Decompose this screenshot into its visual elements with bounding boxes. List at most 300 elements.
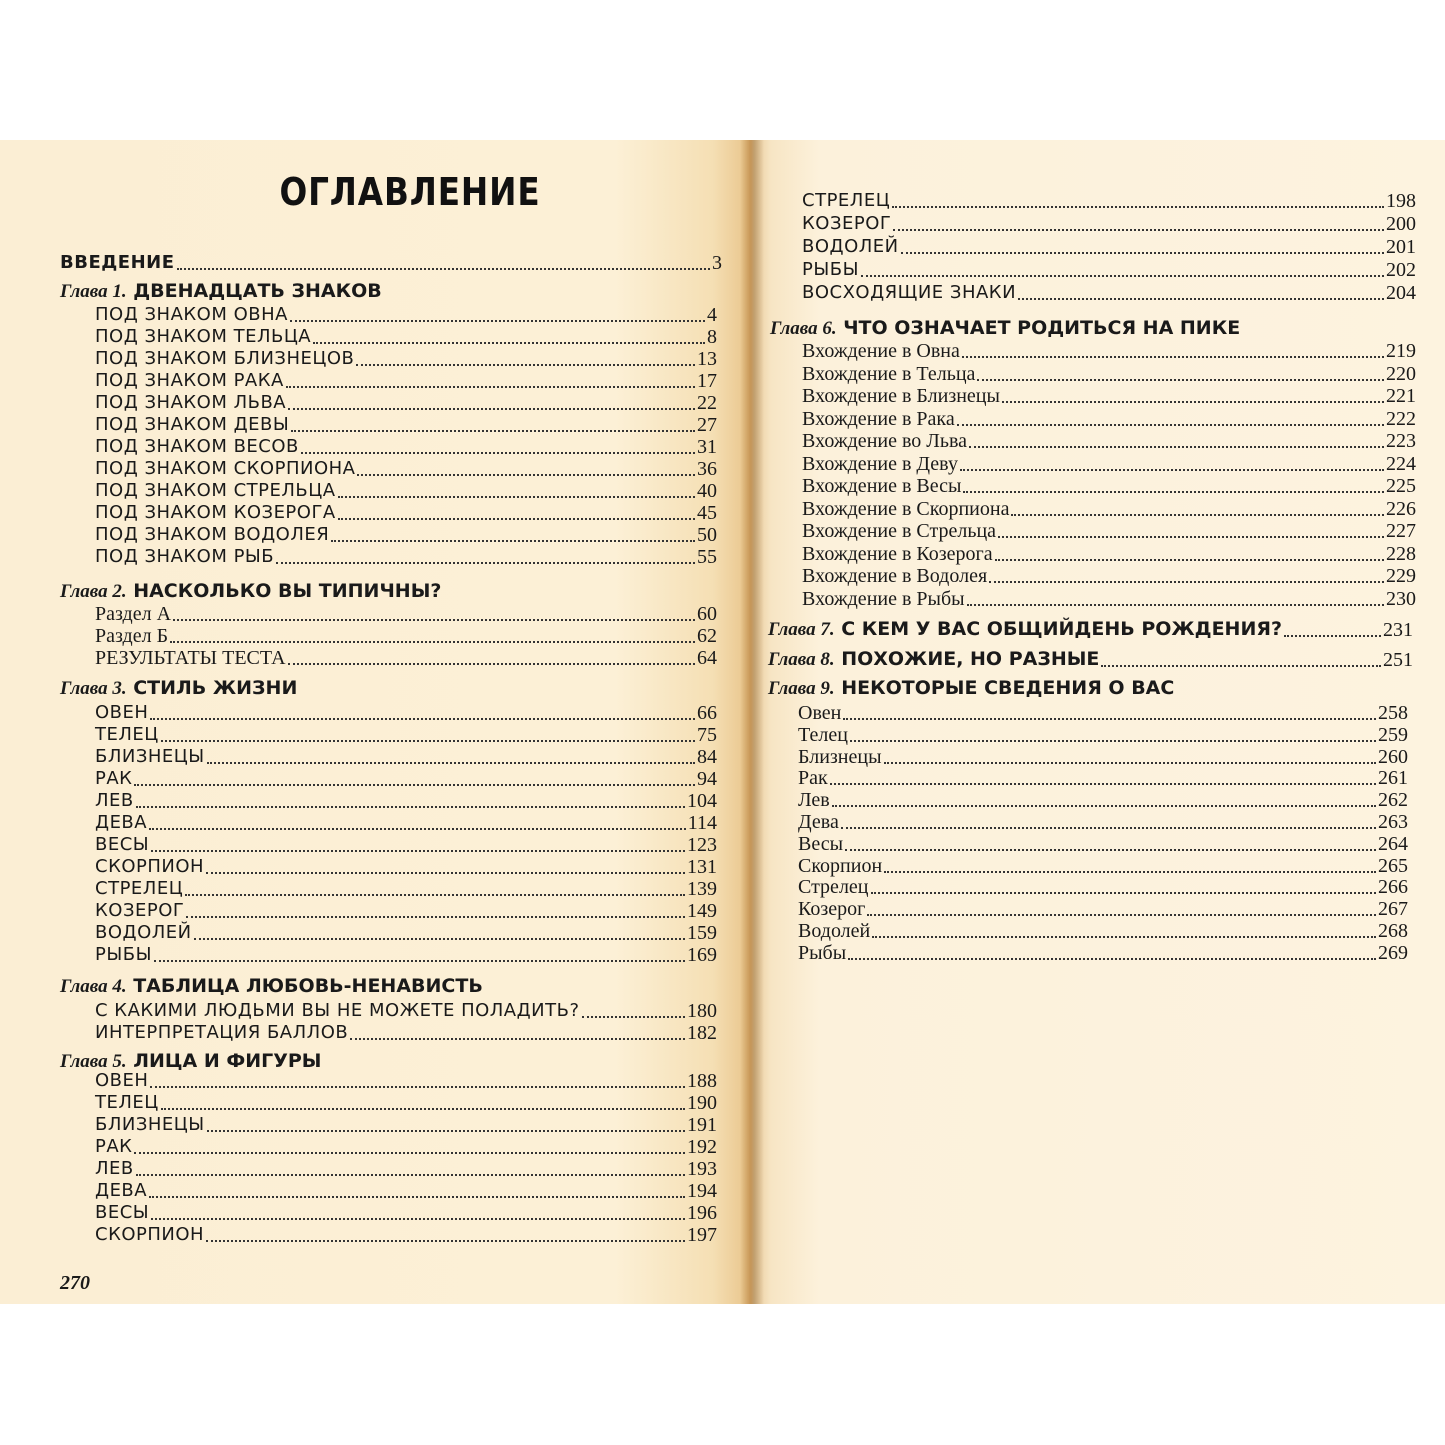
chapter-title: ЛИЦА И ФИГУРЫ — [133, 1050, 322, 1072]
toc-entry-page: 188 — [687, 1070, 717, 1092]
toc-entry — [95, 647, 717, 669]
toc-entry — [802, 363, 1416, 385]
chapter-heading-7 — [768, 618, 1413, 641]
toc-entry-page: 22 — [697, 392, 717, 414]
chapter-title: ТАБЛИЦА ЛЮБОВЬ-НЕНАВИСТЬ — [133, 975, 483, 997]
toc-entry-label: ПОД ЗНАКОМ ТЕЛЬЦА — [95, 326, 312, 347]
dot-leader — [136, 806, 685, 808]
toc-entry-label: ВВЕДЕНИЕ — [60, 252, 175, 273]
toc-entry-label: Дева — [798, 811, 839, 833]
toc-entry-page: 64 — [697, 647, 717, 669]
toc-entry-page: 204 — [1386, 282, 1416, 304]
toc-entry — [802, 498, 1416, 520]
toc-entry-page: 202 — [1386, 259, 1416, 281]
toc-entry-label: ИНТЕРПРЕТАЦИЯ БАЛЛОВ — [95, 1022, 349, 1043]
dot-leader — [151, 1218, 685, 1220]
toc-entry-page: 36 — [697, 458, 717, 480]
toc-entry-page: 225 — [1386, 475, 1416, 497]
toc-entry — [802, 520, 1416, 542]
toc-entry-label: ДЕВА — [95, 812, 148, 833]
dot-leader — [134, 1152, 685, 1154]
toc-entry-page: 231 — [1383, 619, 1413, 641]
toc-entry-page: 228 — [1386, 542, 1416, 565]
toc-entry-label: ТЕЛЕЦ — [95, 1092, 159, 1113]
dot-leader — [582, 1016, 685, 1018]
toc-entry-page: 267 — [1378, 898, 1408, 921]
dot-leader — [963, 491, 1384, 493]
dot-leader — [830, 783, 1376, 785]
toc-entry-label: С КАКИМИ ЛЮДЬМИ ВЫ НЕ МОЖЕТЕ ПОЛАДИТЬ? — [95, 1000, 580, 1021]
toc-entry-label: ЛЕВ — [95, 1158, 134, 1179]
toc-entry — [95, 524, 717, 546]
toc-entry-page: 139 — [687, 878, 717, 900]
toc-entry-label: ПОД ЗНАКОМ РЫБ — [95, 546, 275, 567]
dot-leader — [1018, 298, 1384, 300]
toc-entry — [95, 546, 717, 568]
toc-entry-page: 261 — [1378, 767, 1408, 790]
toc-entry-label: СКОРПИОН — [95, 1224, 205, 1245]
toc-entry — [95, 900, 717, 922]
toc-entry-label: ПОД ЗНАКОМ ВЕСОВ — [95, 436, 299, 457]
toc-entry — [798, 767, 1408, 789]
toc-entry — [95, 603, 717, 625]
toc-entry-label: Вхождение в Деву — [802, 452, 958, 475]
dot-leader — [291, 430, 695, 432]
toc-entry-label: СТРЕЛЕЦ — [95, 878, 184, 899]
toc-entry — [802, 190, 1416, 212]
chapter-label: Глава 1. — [60, 281, 127, 302]
toc-entry-page: 182 — [687, 1022, 717, 1044]
toc-entry-page: 262 — [1378, 789, 1408, 812]
dot-leader — [206, 872, 685, 874]
toc-entry — [798, 898, 1408, 920]
toc-entry-label: БЛИЗНЕЦЫ — [95, 1114, 205, 1135]
toc-entry-page: 66 — [697, 702, 717, 724]
toc-entry — [802, 408, 1416, 430]
toc-entry-label: Вхождение в Рыбы — [802, 587, 965, 610]
toc-entry — [95, 370, 717, 392]
toc-entry-page: 55 — [697, 546, 717, 568]
dot-leader — [288, 408, 695, 410]
chapter-heading-1 — [60, 280, 382, 303]
toc-entry-page: 4 — [707, 304, 717, 326]
toc-entry-page: 194 — [687, 1180, 717, 1202]
toc-entry-page: 62 — [697, 625, 717, 647]
toc-entry — [802, 588, 1416, 610]
toc-entry-page: 200 — [1386, 213, 1416, 235]
toc-entry-page: 229 — [1386, 565, 1416, 587]
toc-entry-label: Вхождение в Тельца — [802, 362, 976, 385]
toc-entry-page: 223 — [1386, 430, 1416, 452]
toc-entry-page: 198 — [1386, 190, 1416, 212]
toc-entry — [95, 922, 717, 944]
dot-leader — [356, 364, 695, 366]
toc-entry-page: 264 — [1378, 832, 1408, 855]
toc-entry-page: 17 — [697, 370, 717, 392]
toc-entry-page: 169 — [687, 944, 717, 966]
toc-entry-label: ПОД ЗНАКОМ КОЗЕРОГА — [95, 502, 336, 523]
toc-entry — [802, 385, 1416, 407]
toc-entry — [95, 436, 717, 458]
dot-leader — [149, 1196, 685, 1198]
toc-entry — [95, 502, 717, 524]
toc-entry-page: 260 — [1378, 745, 1408, 768]
dot-leader — [185, 894, 685, 896]
toc-entry-label: Вхождение в Рака — [802, 407, 955, 430]
chapter-heading-text — [768, 648, 1099, 671]
dot-leader — [136, 1174, 685, 1176]
toc-entry-label: Вхождение в Скорпиона — [802, 497, 1010, 520]
toc-entry-label: Раздел А — [95, 603, 172, 625]
chapter-heading-4 — [60, 975, 483, 998]
toc-entry — [95, 625, 717, 647]
toc-entry-label: КОЗЕРОГ — [802, 213, 892, 234]
toc-entry-label: РЕЗУЛЬТАТЫ ТЕСТА — [95, 647, 286, 669]
dot-leader — [207, 762, 695, 764]
dot-leader — [960, 469, 1384, 471]
toc-entry-label: Весы — [798, 832, 844, 855]
toc-entry-page: 190 — [687, 1092, 717, 1114]
dot-leader — [151, 850, 685, 852]
toc-entry — [95, 944, 717, 966]
toc-entry-label: Скорпион — [798, 854, 883, 877]
dot-leader — [150, 1086, 685, 1088]
toc-entry-page: 263 — [1378, 811, 1408, 833]
chapter-title: ЧТО ОЗНАЧАЕТ РОДИТЬСЯ НА ПИКЕ — [843, 317, 1241, 339]
toc-entry-label: ПОД ЗНАКОМ СТРЕЛЬЦА — [95, 480, 336, 501]
dot-leader — [969, 446, 1384, 448]
toc-entry-page: 259 — [1378, 723, 1408, 746]
chapter-label: Глава 4. — [60, 976, 127, 997]
toc-entry — [802, 340, 1416, 362]
toc-entry — [798, 746, 1408, 768]
chapter-title: НЕКОТОРЫЕ СВЕДЕНИЯ О ВАС — [841, 677, 1175, 699]
toc-entry-label: КОЗЕРОГ — [95, 900, 185, 921]
dot-leader — [149, 828, 686, 830]
toc-entry-label: ВЕСЫ — [95, 1202, 150, 1223]
toc-entry-label: Рак — [798, 767, 828, 790]
toc-entry — [95, 768, 717, 790]
toc-entry — [95, 1114, 717, 1136]
toc-entry-label: Овен — [798, 702, 842, 724]
dot-leader — [843, 718, 1376, 720]
toc-entry-page: 221 — [1386, 385, 1416, 407]
dot-leader — [845, 849, 1376, 851]
toc-entry — [802, 213, 1416, 235]
dot-leader — [331, 540, 695, 542]
dot-leader — [290, 320, 705, 322]
toc-entry — [798, 855, 1408, 877]
dot-leader — [161, 740, 695, 742]
dot-leader — [161, 1108, 685, 1110]
toc-entry-label: СТРЕЛЕЦ — [802, 190, 891, 211]
dot-leader — [276, 562, 695, 564]
chapter-label: Глава 9. — [768, 678, 835, 699]
dot-leader — [967, 604, 1384, 606]
toc-entry-page: 149 — [687, 900, 717, 922]
toc-entry-page: 230 — [1386, 587, 1416, 610]
toc-entry-page: 8 — [707, 326, 717, 348]
dot-leader — [1284, 635, 1381, 637]
toc-entry-page: 201 — [1386, 236, 1416, 258]
toc-entry-label: ПОД ЗНАКОМ ВОДОЛЕЯ — [95, 524, 330, 545]
toc-entry-label: ПОД ЗНАКОМ ДЕВЫ — [95, 414, 290, 435]
toc-entry — [798, 724, 1408, 746]
dot-leader — [850, 740, 1376, 742]
toc-entry-page: 265 — [1378, 854, 1408, 877]
toc-entry-page: 268 — [1378, 920, 1408, 942]
dot-leader — [861, 275, 1384, 277]
toc-entry — [95, 1000, 717, 1022]
chapter-label: Глава 6. — [770, 318, 837, 339]
chapter-heading-9 — [768, 677, 1174, 700]
toc-entry — [95, 812, 717, 834]
dot-leader — [286, 386, 695, 388]
toc-entry-label: Вхождение в Весы — [802, 475, 962, 497]
toc-entry-label: Вхождение в Козерога — [802, 542, 993, 565]
dot-leader — [995, 559, 1384, 561]
chapter-label: Глава 5. — [60, 1051, 127, 1072]
toc-entry — [802, 259, 1416, 281]
dot-leader — [841, 827, 1376, 829]
toc-entry-label: БЛИЗНЕЦЫ — [95, 746, 205, 767]
toc-entry-label: Стрелец — [798, 876, 869, 899]
toc-entry-label: РЫБЫ — [95, 944, 152, 965]
dot-leader — [1011, 514, 1384, 516]
toc-entry — [95, 458, 717, 480]
toc-title: ОГЛАВЛЕНИЕ — [279, 170, 541, 214]
chapter-label: Глава 2. — [60, 581, 127, 602]
dot-leader — [207, 1130, 685, 1132]
toc-entry — [95, 1070, 717, 1092]
chapter-heading-8 — [768, 648, 1413, 671]
chapter-title: ДВЕНАДЦАТЬ ЗНАКОВ — [133, 280, 382, 302]
toc-entry-page: 60 — [697, 603, 717, 625]
toc-entry — [798, 702, 1408, 724]
dot-leader — [901, 252, 1384, 254]
dot-leader — [150, 718, 695, 720]
dot-leader — [301, 452, 695, 454]
right-page — [750, 140, 1445, 1304]
dot-leader — [357, 474, 695, 476]
toc-entry-page: 266 — [1378, 876, 1408, 899]
chapter-label: Глава 8. — [768, 649, 835, 670]
chapter-heading-3 — [60, 677, 297, 700]
toc-entry-label: Рыбы — [798, 941, 847, 964]
toc-entry-label: РАК — [95, 1136, 133, 1157]
toc-entry-page: 180 — [687, 1000, 717, 1022]
toc-entry — [798, 789, 1408, 811]
dot-leader — [154, 960, 685, 962]
toc-entry-label: Вхождение в Водолея — [802, 565, 988, 587]
dot-leader — [977, 379, 1384, 381]
toc-entry-page: 251 — [1383, 649, 1413, 671]
toc-entry — [95, 1136, 717, 1158]
toc-entry — [802, 453, 1416, 475]
toc-entry-page: 131 — [687, 856, 717, 878]
dot-leader — [186, 916, 685, 918]
dot-leader — [206, 1240, 685, 1242]
toc-entry — [802, 543, 1416, 565]
toc-entry — [95, 746, 717, 768]
toc-entry-page: 258 — [1378, 702, 1408, 724]
toc-entry-label: ОВЕН — [95, 702, 149, 723]
toc-entry-label: Телец — [798, 723, 848, 746]
toc-entry-page: 75 — [697, 724, 717, 746]
chapter-label: Глава 7. — [768, 619, 835, 640]
toc-entry — [95, 414, 717, 436]
toc-entry — [95, 790, 717, 812]
toc-entry-page: 84 — [697, 746, 717, 768]
dot-leader — [867, 914, 1376, 916]
toc-entry-page: 191 — [687, 1114, 717, 1136]
toc-entry — [95, 702, 717, 724]
toc-entry — [95, 1158, 717, 1180]
dot-leader — [1002, 401, 1384, 403]
toc-entry-label: Вхождение во Льва — [802, 430, 968, 452]
dot-leader — [884, 762, 1376, 764]
toc-entry-label: ПОД ЗНАКОМ РАКА — [95, 370, 284, 391]
toc-entry-page: 192 — [687, 1136, 717, 1158]
dot-leader — [177, 268, 711, 270]
toc-entry-intro — [60, 252, 722, 274]
book-spread — [0, 140, 1445, 1304]
toc-entry-label: Лев — [798, 789, 830, 812]
dot-leader — [962, 356, 1384, 358]
toc-entry-page: 27 — [697, 414, 717, 436]
toc-entry-page: 40 — [697, 480, 717, 502]
chapter-heading-text — [768, 618, 1282, 641]
toc-entry — [802, 475, 1416, 497]
toc-entry-page: 197 — [687, 1224, 717, 1246]
toc-entry — [95, 724, 717, 746]
toc-entry — [95, 392, 717, 414]
dot-leader — [338, 518, 695, 520]
toc-entry-label: СКОРПИОН — [95, 856, 205, 877]
toc-entry-label: ПОД ЗНАКОМ СКОРПИОНА — [95, 458, 356, 479]
toc-entry — [802, 430, 1416, 452]
toc-entry-page: 196 — [687, 1202, 717, 1224]
toc-entry-label: ВЕСЫ — [95, 834, 150, 855]
dot-leader — [194, 938, 685, 940]
toc-entry-label: ПОД ЗНАКОМ ОВНА — [95, 304, 288, 325]
chapter-title: СТИЛЬ ЖИЗНИ — [133, 677, 298, 699]
dot-leader — [893, 229, 1384, 231]
toc-entry — [798, 833, 1408, 855]
toc-entry — [95, 1180, 717, 1202]
toc-entry-page: 269 — [1378, 941, 1408, 964]
toc-entry-label: Близнецы — [798, 745, 882, 768]
toc-entry-page: 193 — [687, 1158, 717, 1180]
dot-leader — [872, 936, 1376, 938]
toc-entry-page: 219 — [1386, 340, 1416, 362]
page-number-left: 270 — [60, 1272, 90, 1294]
toc-entry — [95, 1022, 717, 1044]
dot-leader — [892, 206, 1384, 208]
dot-leader — [848, 958, 1376, 960]
toc-entry-label: ТЕЛЕЦ — [95, 724, 159, 745]
toc-entry-label: ДЕВА — [95, 1180, 148, 1201]
toc-entry — [95, 1224, 717, 1246]
toc-entry — [802, 282, 1416, 304]
toc-entry-page: 94 — [697, 768, 717, 790]
dot-leader — [884, 871, 1376, 873]
left-page — [0, 140, 750, 1304]
dot-leader — [338, 496, 695, 498]
toc-entry-label: РЫБЫ — [802, 259, 859, 280]
toc-entry-label: РАК — [95, 768, 133, 789]
dot-leader — [134, 784, 695, 786]
toc-entry-page: 222 — [1386, 407, 1416, 430]
dot-leader — [173, 619, 695, 621]
chapter-title: ПОХОЖИЕ, НО РАЗНЫЕ — [841, 648, 1100, 670]
toc-entry — [95, 878, 717, 900]
dot-leader — [998, 536, 1384, 538]
toc-entry — [95, 834, 717, 856]
dot-leader — [288, 663, 695, 665]
toc-entry-label: ВОСХОДЯЩИЕ ЗНАКИ — [802, 282, 1017, 303]
toc-entry-label: ПОД ЗНАКОМ БЛИЗНЕЦОВ — [95, 348, 355, 369]
toc-entry-page: 224 — [1386, 452, 1416, 475]
chapter-title: С КЕМ У ВАС ОБЩИЙДЕНЬ РОЖДЕНИЯ? — [841, 618, 1283, 640]
toc-entry — [798, 942, 1408, 964]
toc-entry — [95, 856, 717, 878]
chapter-label: Глава 3. — [60, 678, 127, 699]
toc-entry-page: 227 — [1386, 520, 1416, 542]
toc-entry-page: 13 — [697, 348, 717, 370]
chapter-heading-6 — [770, 317, 1240, 340]
dot-leader — [957, 424, 1384, 426]
dot-leader — [1101, 665, 1381, 667]
toc-entry — [95, 326, 717, 348]
toc-entry-label: Водолей — [798, 920, 871, 942]
toc-entry — [95, 1202, 717, 1224]
book-gutter-shadow — [740, 140, 764, 1304]
toc-entry-label: Вхождение в Близнецы — [802, 385, 1000, 407]
dot-leader — [871, 892, 1377, 894]
toc-entry-label: Раздел Б — [95, 625, 169, 647]
toc-entry-label: ВОДОЛЕЙ — [95, 922, 192, 943]
dot-leader — [350, 1038, 685, 1040]
dot-leader — [832, 805, 1376, 807]
toc-entry-page: 3 — [712, 252, 722, 274]
toc-entry-page: 123 — [687, 834, 717, 856]
toc-entry — [798, 811, 1408, 833]
dot-leader — [313, 342, 705, 344]
toc-entry-page: 114 — [687, 812, 717, 834]
chapter-title: НАСКОЛЬКО ВЫ ТИПИЧНЫ? — [133, 580, 442, 602]
toc-entry — [95, 348, 717, 370]
toc-entry-page: 226 — [1386, 497, 1416, 520]
toc-entry-page: 31 — [697, 436, 717, 458]
toc-entry-page: 220 — [1386, 362, 1416, 385]
toc-entry — [802, 236, 1416, 258]
toc-entry-page: 159 — [687, 922, 717, 944]
chapter-heading-2 — [60, 580, 441, 603]
toc-entry — [95, 304, 717, 326]
toc-entry-label: ЛЕВ — [95, 790, 134, 811]
toc-entry — [802, 565, 1416, 587]
toc-entry — [95, 1092, 717, 1114]
toc-entry-page: 45 — [697, 502, 717, 524]
toc-entry-page: 50 — [697, 524, 717, 546]
toc-entry-label: Вхождение в Стрельца — [802, 520, 997, 542]
toc-entry-label: ПОД ЗНАКОМ ЛЬВА — [95, 392, 287, 413]
toc-entry — [95, 480, 717, 502]
dot-leader — [989, 581, 1384, 583]
dot-leader — [170, 641, 695, 643]
toc-entry-label: ВОДОЛЕЙ — [802, 236, 899, 257]
